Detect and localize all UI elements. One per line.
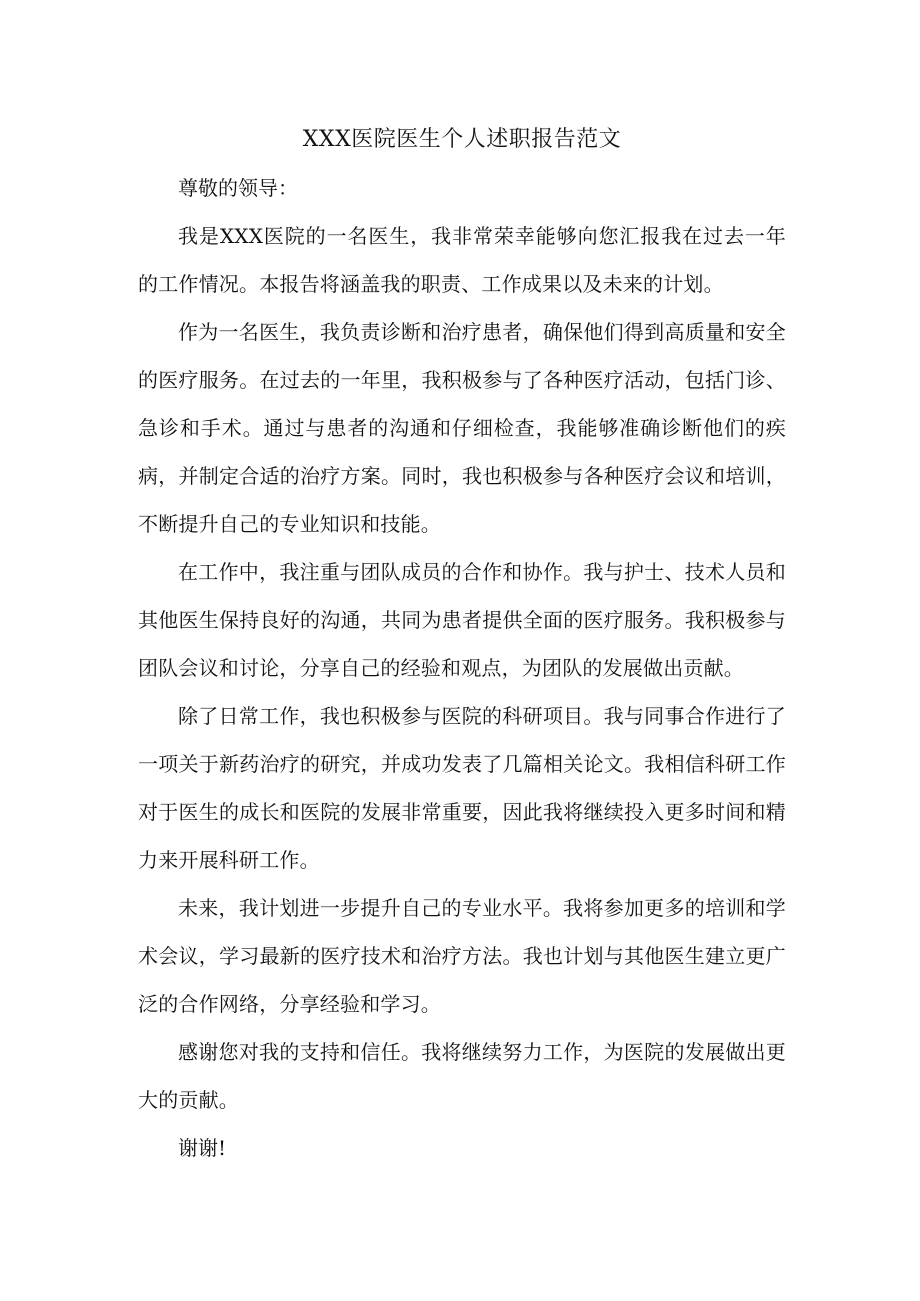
document-title: XXX医院医生个人述职报告范文	[302, 127, 622, 152]
paragraph-introduction: 我是XXX医院的一名医生，我非常荣幸能够向您汇报我在过去一年的工作情况。本报告将涵盖我的职责、工作成果以及未来的计划。	[138, 224, 786, 296]
paragraph-duties: 作为一名医生，我负责诊断和治疗患者，确保他们得到高质量和安全的医疗服务。在过去的一年里，我积极参与了各种医疗活动，包括门诊、急诊和手术。通过与患者的沟通和仔细检查，我能够准确诊断他们的疾病，并制定合适的治疗方案。同时，我也积极参与各种医疗会议和培训，不断提升自己的专业知识和技能。	[138, 320, 786, 536]
paragraph-teamwork: 在工作中，我注重与团队成员的合作和协作。我与护士、技术人员和其他医生保持良好的沟通，共同为患者提供全面的医疗服务。我积极参与团队会议和讨论，分享自己的经验和观点，为团队的发展做出贡献。	[138, 560, 786, 680]
salutation: 尊敬的领导：	[178, 176, 298, 200]
paragraph-thanks: 感谢您对我的支持和信任。我将继续努力工作，为医院的发展做出更大的贡献。	[138, 1040, 786, 1112]
document-body	[138, 122, 786, 1172]
paragraph-research: 除了日常工作，我也积极参与医院的科研项目。我与同事合作进行了一项关于新药治疗的研究，并成功发表了几篇相关论文。我相信科研工作对于医生的成长和医院的发展非常重要，因此我将继续投入更多时间和精力来开展科研工作。	[138, 704, 786, 872]
closing: 谢谢!	[178, 1136, 227, 1160]
paragraph-future-plans: 未来，我计划进一步提升自己的专业水平。我将参加更多的培训和学术会议，学习最新的医疗技术和治疗方法。我也计划与其他医生建立更广泛的合作网络，分享经验和学习。	[138, 896, 786, 1016]
